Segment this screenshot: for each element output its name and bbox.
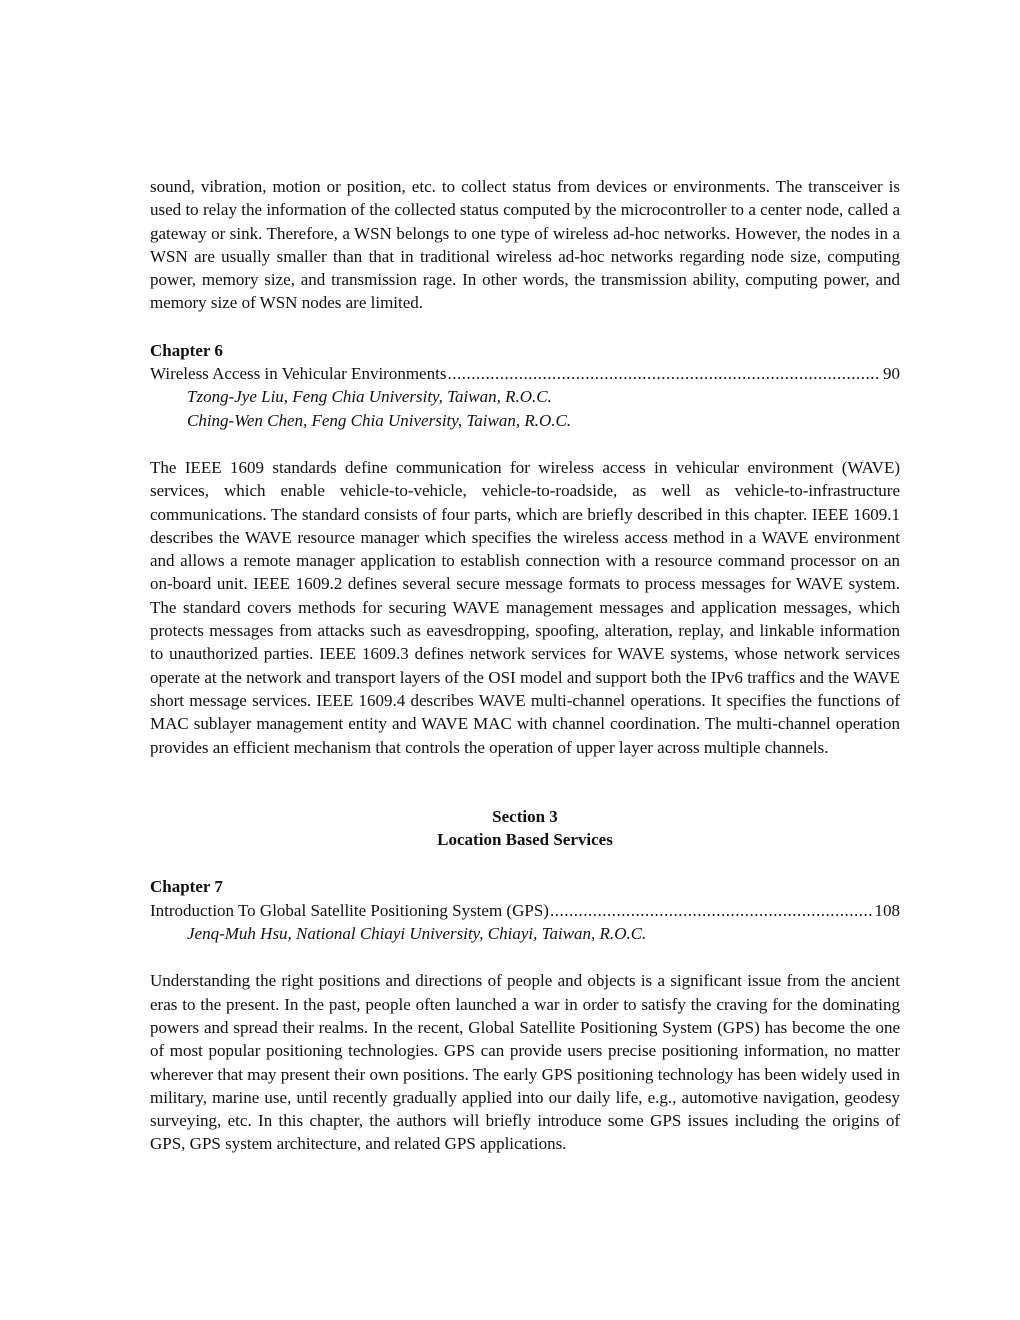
chapter-7-label: Chapter 7	[150, 877, 223, 897]
chapter-7-abstract: Understanding the right positions and directions of people and objects is a significant issue from the ancient eras to the present. In the past, people often launched a war in order to satisfy the craving for the dominating powers and spread their realms. In the recent, Global Satellite Positioning System (GPS) has become the one of most popular positioning technologies. GPS can provide users precise positioning information, no matter wherever that may present their own positions. The early GPS positioning technology has been widely used in military, marine use, until recently gradually applied into our daily life, e.g., automotive navigation, geodesy surveying, etc. In this chapter, the authors will briefly introduce some GPS issues including the origins of GPS, GPS system architecture, and related GPS applications.	[150, 971, 900, 1154]
chapter-6-title[interactable]: Wireless Access in Vehicular Environments	[150, 364, 447, 384]
chapter-6-toc-line[interactable]	[150, 362, 900, 385]
spacer	[150, 432, 900, 456]
chapter-6-author-1: Tzong-Jye Liu, Feng Chia University, Taiwan, R.O.C.	[187, 387, 552, 407]
chapter-7-entry	[150, 875, 900, 945]
intro-paragraph: sound, vibration, motion or position, etc. to collect status from devices or environments. The transceiver is used to relay the information of the collected status computed by the microcontroller to a center node, called a gateway or sink. Therefore, a WSN belongs to one type of wireless ad-hoc networks. However, the nodes in a WSN are usually smaller than that in traditional wireless ad-hoc networks regarding node size, computing power, memory size, and transmission rage. In other words, the transmission ability, computing power, and memory size of WSN nodes are limited.	[150, 177, 900, 313]
chapter-6-label: Chapter 6	[150, 340, 223, 360]
document-page	[150, 175, 900, 1156]
chapter-7-toc-line[interactable]	[150, 899, 900, 922]
chapter-6-entry	[150, 339, 900, 432]
spacer	[150, 945, 900, 969]
section-3-heading	[150, 805, 900, 852]
chapter-7-author-1: Jenq-Muh Hsu, National Chiayi University, Chiayi, Taiwan, R.O.C.	[187, 924, 647, 944]
chapter-6-page-number: 90	[883, 364, 900, 384]
leader-dots	[550, 899, 873, 922]
section-3-label: Section 3	[492, 806, 558, 826]
leader-dots	[447, 362, 881, 385]
chapter-6-author-2: Ching-Wen Chen, Feng Chia University, Taiwan, R.O.C.	[187, 410, 572, 430]
spacer	[150, 315, 900, 339]
spacer	[150, 851, 900, 875]
chapter-6-abstract: The IEEE 1609 standards define communication for wireless access in vehicular environment (WAVE) services, which enable vehicle-to-vehicle, vehicle-to-roadside, as well as vehicle-to-infrastructure communications. The standard consists of four parts, which are briefly described in this chapter. IEEE 1609.1 describes the WAVE resource manager which specifies the wireless access method in a WAVE environment and allows a remote manager application to establish connection with a resource command processor on an on-board unit. IEEE 1609.2 defines several secure message formats to process messages for WAVE system. The standard covers methods for securing WAVE management messages and application messages, which protects messages from attacks such as eavesdropping, spoofing, alteration, replay, and linkable information to unauthorized parties. IEEE 1609.3 defines network services for WAVE systems, whose network services operate at the network and transport layers of the OSI model and support both the IPv6 traffics and the WAVE short message services. IEEE 1609.4 describes WAVE multi-channel operations. It specifies the functions of MAC sublayer management entity and WAVE MAC with channel coordination. The multi-channel operation provides an efficient mechanism that controls the operation of upper layer across multiple channels.	[150, 457, 900, 757]
section-3-title: Location Based Services	[437, 830, 613, 850]
chapter-7-title[interactable]: Introduction To Global Satellite Positioning System (GPS)	[150, 900, 549, 920]
spacer	[150, 759, 900, 805]
chapter-7-page-number: 108	[874, 900, 900, 920]
